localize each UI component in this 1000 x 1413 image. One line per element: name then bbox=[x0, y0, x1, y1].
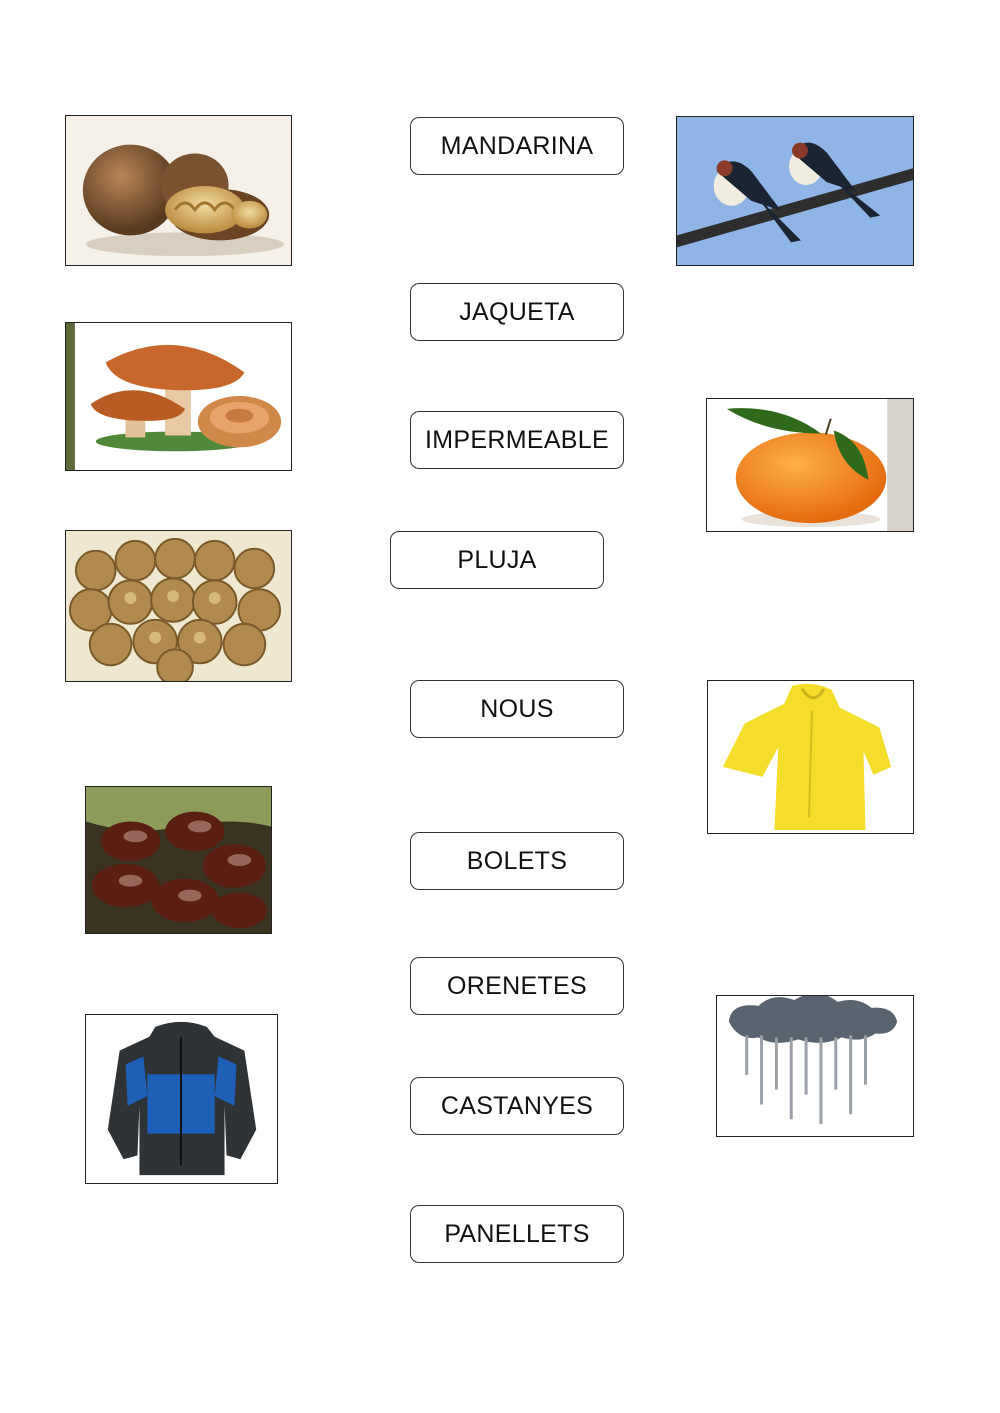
mandarin-picture[interactable] bbox=[706, 398, 914, 532]
swallows-picture[interactable] bbox=[676, 116, 914, 266]
word-pluja[interactable]: PLUJA bbox=[390, 531, 604, 589]
word-mandarina[interactable]: MANDARINA bbox=[410, 117, 624, 175]
word-impermeable[interactable]: IMPERMEABLE bbox=[410, 411, 624, 469]
word-nous[interactable]: NOUS bbox=[410, 680, 624, 738]
raincoat-picture[interactable] bbox=[707, 680, 914, 834]
mushrooms-picture[interactable] bbox=[65, 322, 292, 471]
chestnuts-picture[interactable] bbox=[85, 786, 272, 934]
word-jaqueta[interactable]: JAQUETA bbox=[410, 283, 624, 341]
rain-cloud-picture[interactable] bbox=[716, 995, 914, 1137]
word-panellets[interactable]: PANELLETS bbox=[410, 1205, 624, 1263]
word-bolets[interactable]: BOLETS bbox=[410, 832, 624, 890]
word-castanyes[interactable]: CASTANYES bbox=[410, 1077, 624, 1135]
jacket-picture[interactable] bbox=[85, 1014, 278, 1184]
word-orenetes[interactable]: ORENETES bbox=[410, 957, 624, 1015]
walnuts-picture[interactable] bbox=[65, 115, 292, 266]
panellets-picture[interactable] bbox=[65, 530, 292, 682]
